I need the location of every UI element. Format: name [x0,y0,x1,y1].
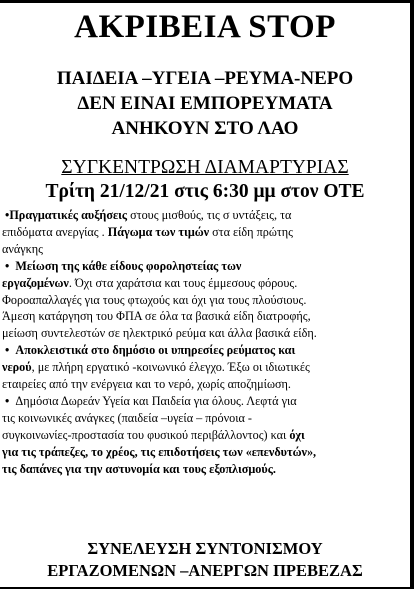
text-line: Άμεση κατάργηση του ΦΠΑ σε όλα τα βασικά είδη διατροφής, [2,309,311,324]
protest-heading: ΣΥΓΚΕΝΤΡΩΣΗ ΔΙΑΜΑΡΤΥΡΙΑΣ [61,157,349,178]
text-line: για τις τράπεζες, το χρέος, τις επιδοτήσεις των «επενδυτών», [2,444,317,459]
protest-date: Τρίτη 21/12/21 στις 6:30 μμ στον ΟΤΕ [45,181,365,202]
bullet: • [5,208,10,222]
text-line: Φοροαπαλλαγές για τους φτωχούς και όχι για τους πλούσιους. [2,292,307,307]
text-line: • Μείωση της κάθε είδους φοροληστείας των [5,258,242,273]
slogan-line: ΑΝΗΚΟΥΝ ΣΤΟ ΛΑΟ [111,118,299,139]
signature-line: ΕΡΓΑΖΟΜΕΝΩΝ –ΑΝΕΡΓΩΝ ΠΡΕΒΕΖΑΣ [47,561,363,580]
bullet: • [5,258,10,273]
protest-call [0,156,410,204]
text-line: συγκοινωνίες-προστασία του φυσικού περιβάλλοντος) και όχι [2,427,305,442]
text-line: επιδόματα ανεργίας . Πάγωμα των τιμών στα είδη πρώτης [2,224,293,239]
text-line: εργαζομένων. Όχι στα χαράτσια και τους έμμεσους φόρους. [2,275,298,290]
slogan-line: ΔΕΝ ΕΙΝΑΙ ΕΜΠΟΡΕΥΜΑΤΑ [77,93,333,114]
text-line: ανάγκης [2,241,44,256]
text-line: τις δαπάνες για την αστυνομία και τους εξοπλισμούς. [2,461,276,476]
text-line: νερού, με πλήρη εργατικό -κοινωνικό έλεγχο. Έξω οι ιδιωτικές [2,360,310,375]
poster-title: ΑΚΡΙΒΕΙΑ STOP [74,9,336,45]
text-line: •Πραγματικές αυξήσεις στους μισθούς, τις σ υντάξεις, τα [5,208,292,222]
signature-line: ΣΥΝΕΛΕΥΣΗ ΣΥΝΤΟΝΙΣΜΟΥ [87,539,323,558]
slogan-line: ΠΑΙΔΕΙΑ –ΥΓΕΙΑ –ΡΕΥΜΑ-ΝΕΡΟ [56,68,354,89]
text-line: τις κοινωνικές ανάγκες (παιδεία –υγεία – πρόνοια - [2,410,252,425]
demands-text [2,207,404,478]
signature-block [0,538,410,582]
slogan-block [0,66,410,141]
text-line: • Αποκλειστικά στο δημόσιο οι υπηρεσίες ρεύματος και [5,343,296,358]
text-line: εταιρείες από την ενέργεια και το νερό, χωρίς αποζημίωση. [2,377,291,392]
text-line: μείωση συντελεστών σε ηλεκτρικό ρεύμα και άλλα βασικά είδη. [2,326,317,341]
text-line: • Δημόσια Δωρεάν Υγεία και Παιδεία για όλους. Λεφτά για [5,393,297,408]
bullet: • [5,393,10,408]
bullet: • [5,343,10,358]
